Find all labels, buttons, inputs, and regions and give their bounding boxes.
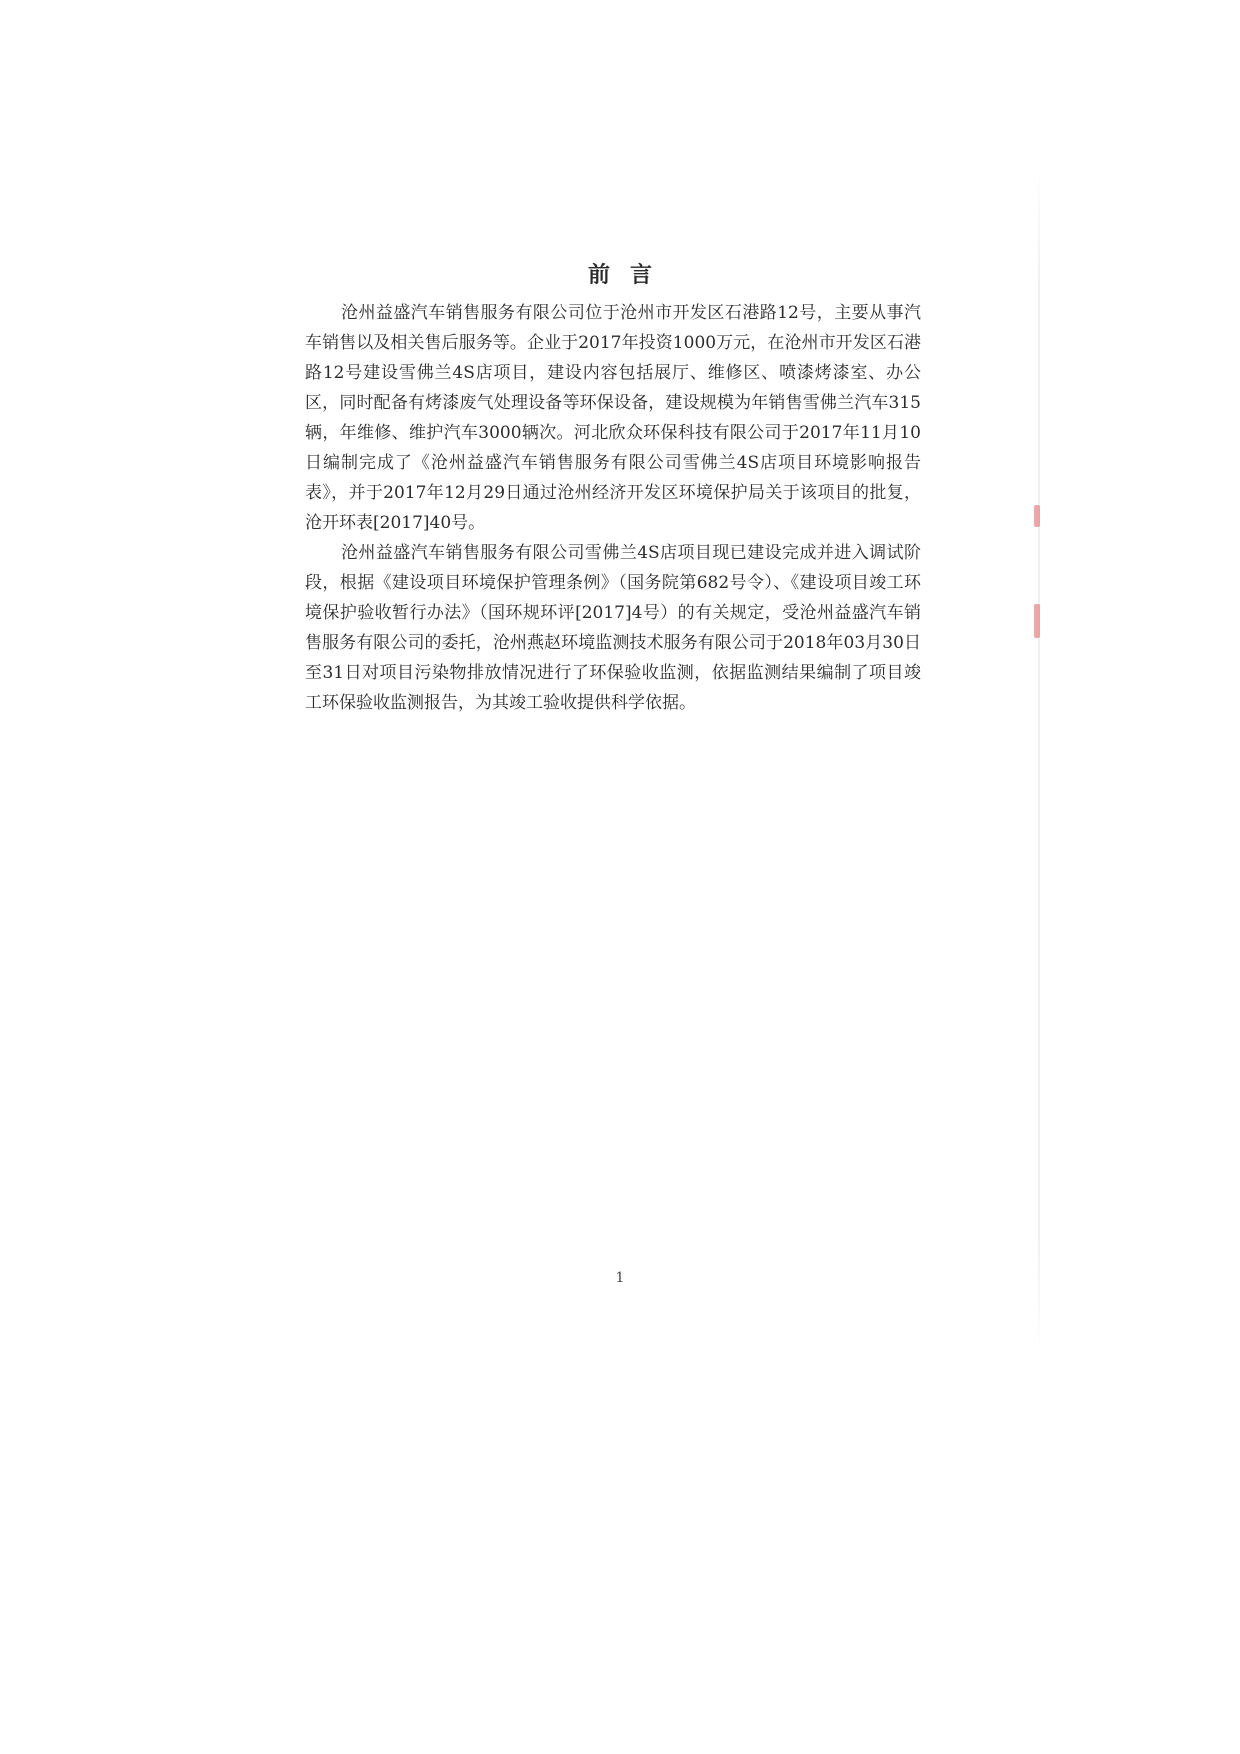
document-title: 前言 xyxy=(587,262,672,288)
seal-fragment-icon xyxy=(1034,505,1040,527)
seal-fragment-icon xyxy=(1034,604,1040,638)
paragraph-2: 沧州益盛汽车销售服务有限公司雪佛兰4S店项目现已建设完成并进入调试阶段，根据《建设项目环境保护管理条例》（国务院第682号令）、《建设项目竣工环境保护验收暂行办法》（国环规环评[2017]4号）的有关规定，受沧州益盛汽车销售服务有限公司的委托，沧州燕赵环境监测技术服务有限公司于2018年03月30日至31日对项目污染物排放情况进行了环保验收监测，依据监测结果编制了项目竣工环保验收监测报告，为其竣工验收提供科学依据。 xyxy=(305,543,921,713)
page-number: 1 xyxy=(615,1270,625,1286)
paragraph-1: 沧州益盛汽车销售服务有限公司位于沧州市开发区石港路12号，主要从事汽车销售以及相关售后服务等。企业于2017年投资1000万元，在沧州市开发区石港路12号建设雪佛兰4S店项目，建设内容包括展厅、维修区、喷漆烤漆室、办公区，同时配备有烤漆废气处理设备等环保设备，建设规模为年销售雪佛兰汽车315辆，年维修、维护汽车3000辆次。河北欣众环保科技有限公司于2017年11月10日编制完成了《沧州益盛汽车销售服务有限公司雪佛兰4S店项目环境影响报告表》，并于2017年12月29日通过沧州经济开发区环境保护局关于该项目的批复，沧开环表[2017]40号。 xyxy=(305,303,921,533)
document-body xyxy=(305,298,921,718)
scan-edge-line xyxy=(1038,165,1040,1355)
